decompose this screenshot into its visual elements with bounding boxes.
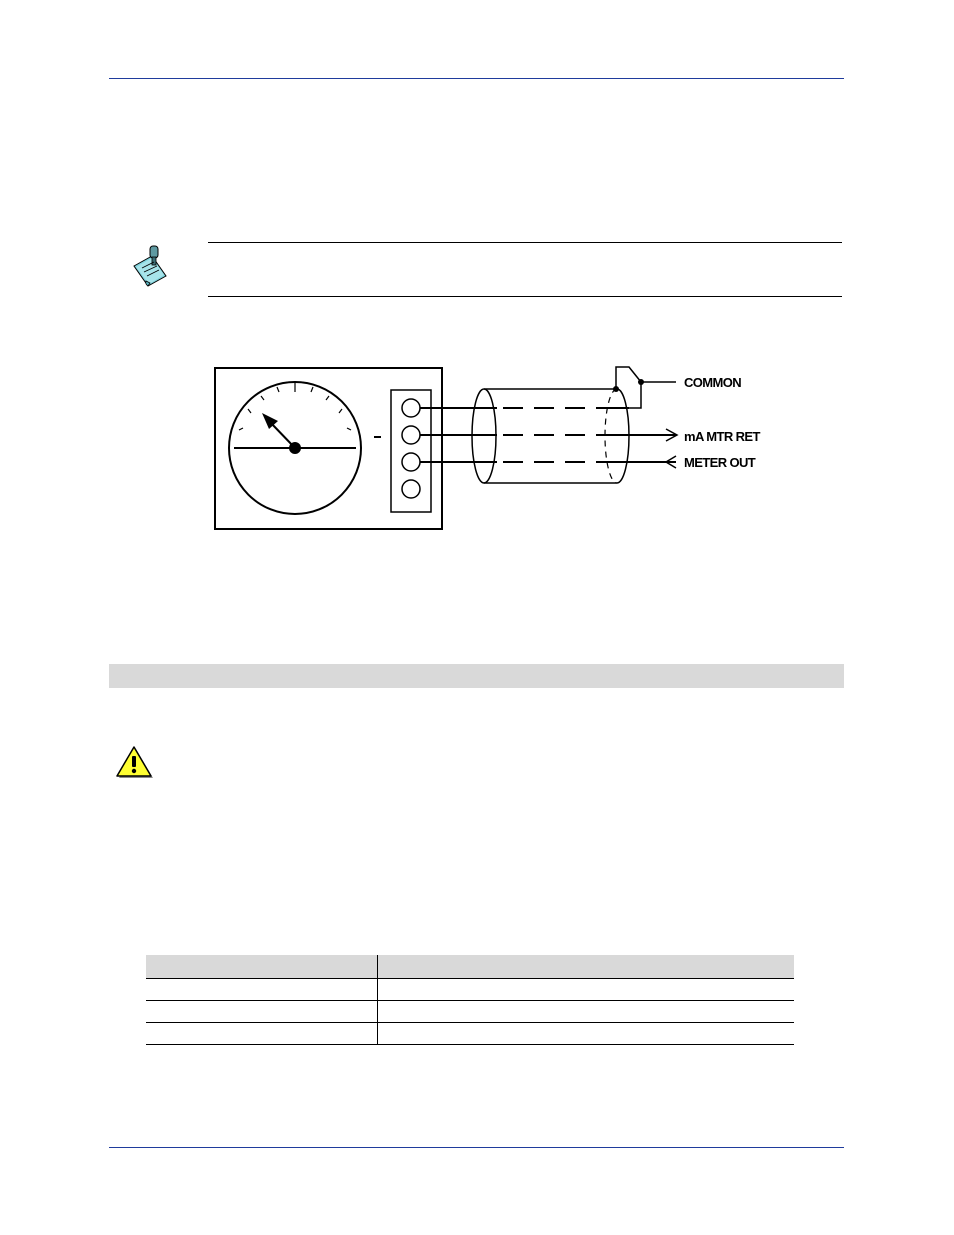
- terminal-2: [402, 426, 420, 444]
- table-row: [146, 1001, 794, 1023]
- terminal-3: [402, 453, 420, 471]
- table-cell: [378, 1023, 795, 1045]
- table-cell: [378, 1001, 795, 1023]
- table-cell: [146, 1001, 378, 1023]
- spec-table: [146, 955, 794, 1045]
- table-cell: [146, 1023, 378, 1045]
- table-header-row: [146, 955, 794, 979]
- meter-wiring-diagram: [0, 0, 954, 560]
- label-common: COMMON: [684, 375, 742, 390]
- label-meter-out: METER OUT: [684, 455, 756, 470]
- table-cell: [378, 979, 795, 1001]
- terminal-4: [402, 480, 420, 498]
- table-cell: [146, 979, 378, 1001]
- common-junction: [638, 379, 644, 385]
- table-header-cell: [378, 955, 795, 979]
- terminal-1: [402, 399, 420, 417]
- table-header-cell: [146, 955, 378, 979]
- dial-ticks: [239, 383, 351, 430]
- section-header-bar: [109, 664, 844, 688]
- table-row: [146, 979, 794, 1001]
- caution-icon: [114, 744, 154, 785]
- needle-pivot: [289, 442, 301, 454]
- table-row: [146, 1023, 794, 1045]
- footer-rule: [109, 1147, 844, 1148]
- label-ma-mtr-ret: mA MTR RET: [684, 429, 760, 444]
